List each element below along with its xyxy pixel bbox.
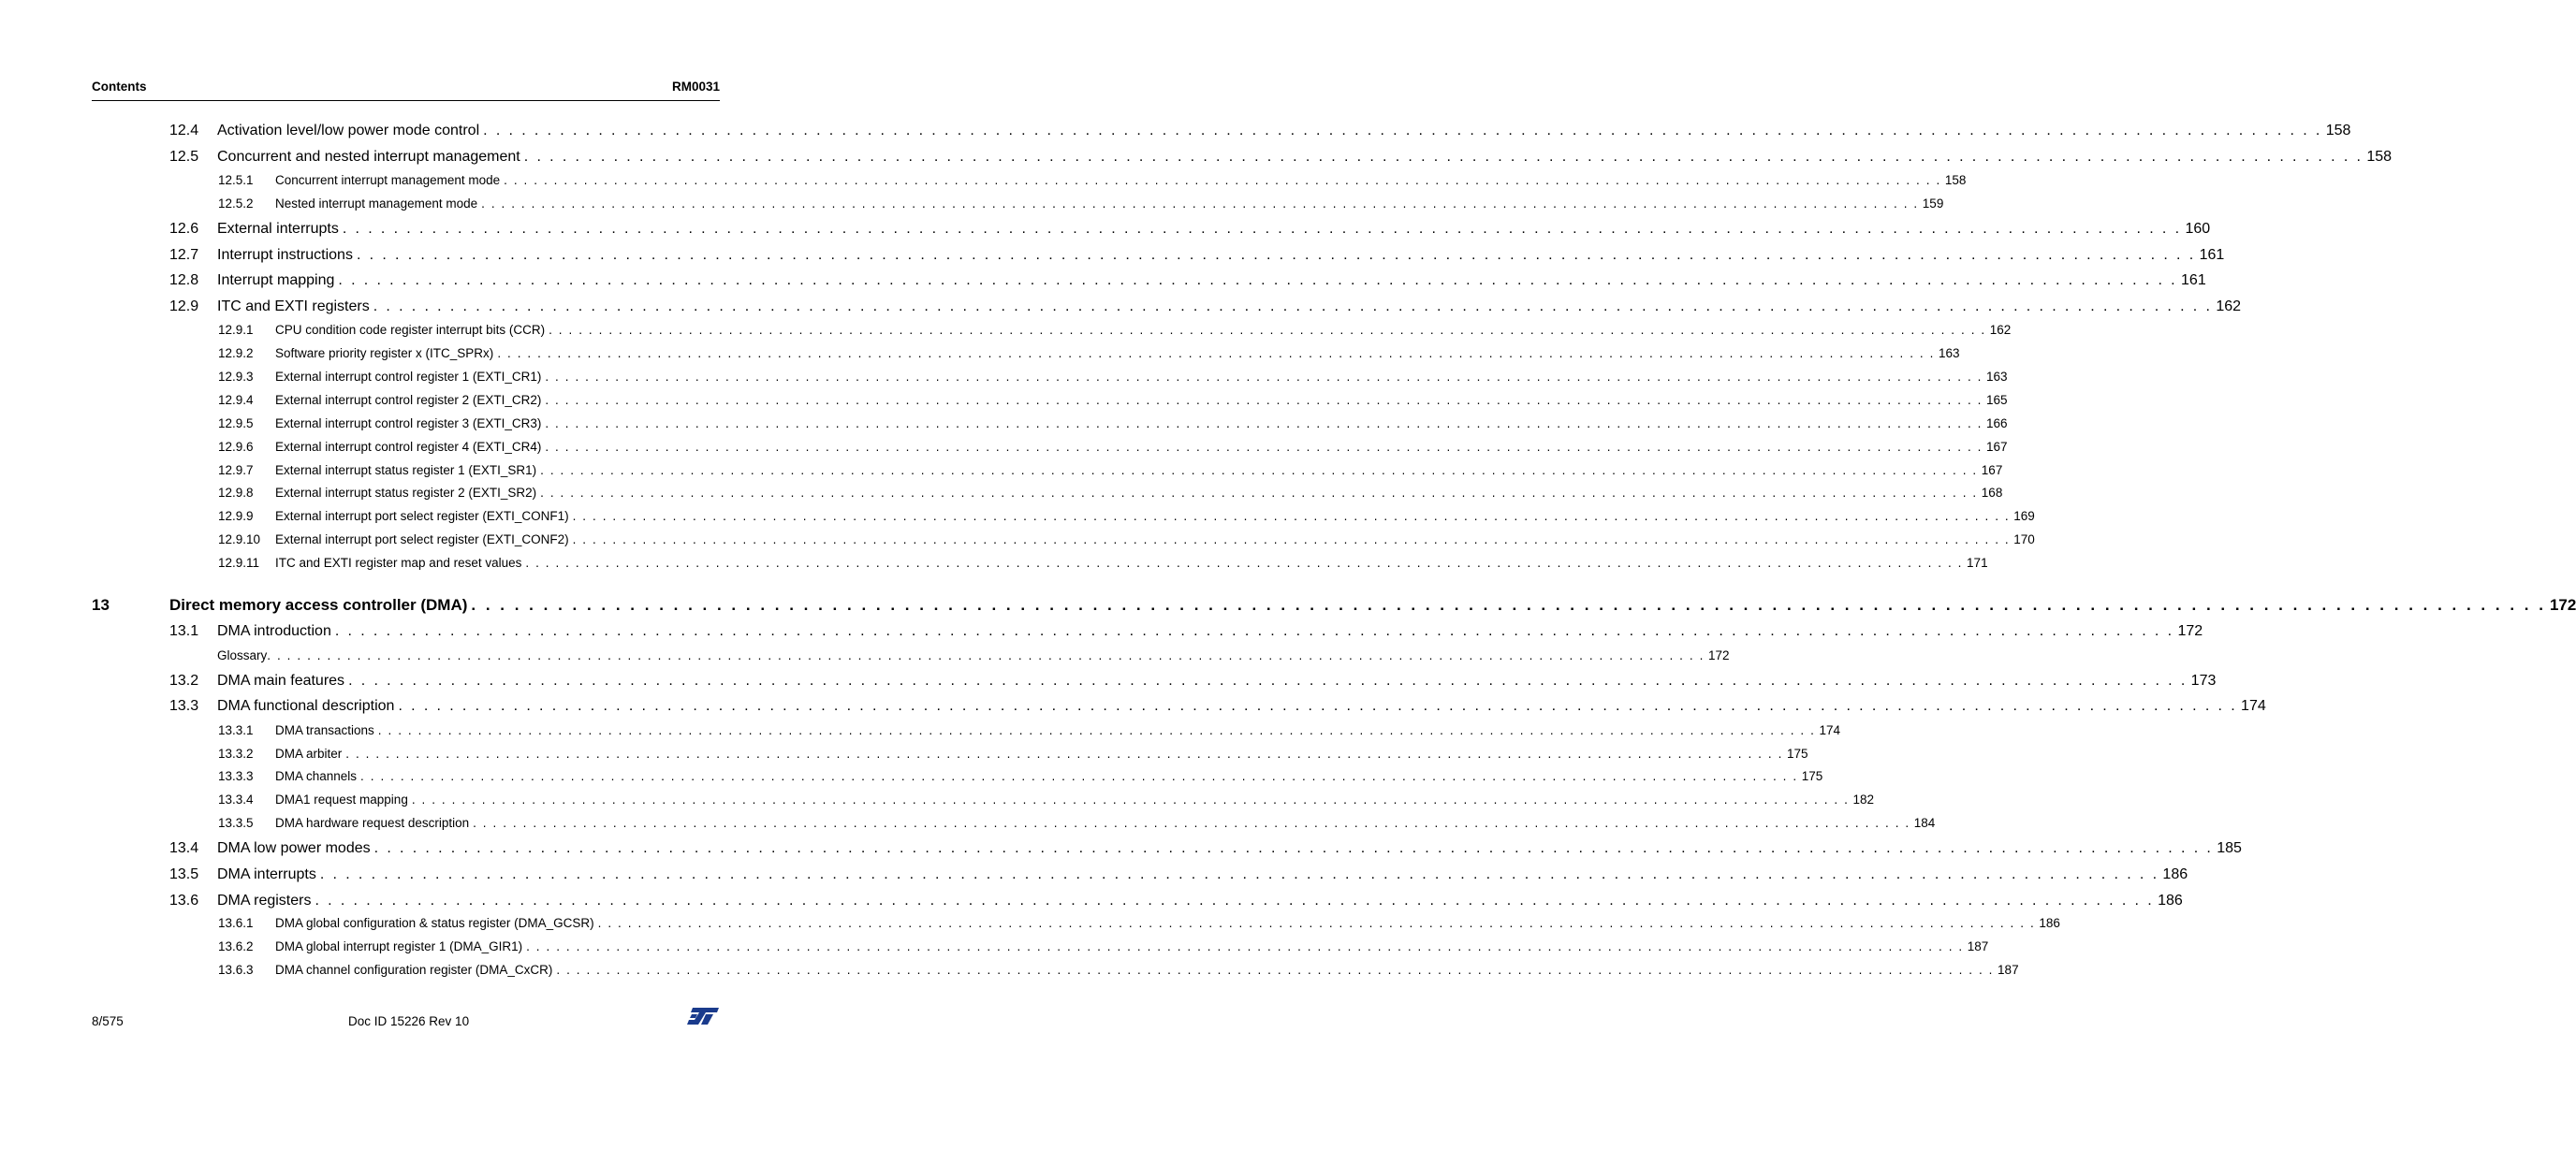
toc-entry-number: 12.8 xyxy=(169,272,199,288)
toc-entry-number: 12.9.2 xyxy=(218,346,254,360)
toc-entry[interactable] xyxy=(218,370,2008,385)
toc-entry[interactable] xyxy=(218,939,1989,955)
toc-entry-number: 12.9.9 xyxy=(218,509,254,523)
toc-dot-leader xyxy=(331,623,2174,640)
toc-entry[interactable] xyxy=(169,247,2225,266)
toc-entry-number: 13.6.1 xyxy=(218,916,254,930)
toc-dot-leader xyxy=(536,486,1978,500)
toc-entry[interactable] xyxy=(169,149,2393,167)
toc-entry-title: Glossary xyxy=(217,648,268,662)
toc-entry[interactable] xyxy=(169,840,2242,859)
toc-entry-title: DMA low power modes xyxy=(217,840,371,856)
toc-entry-number: 13.6.3 xyxy=(218,963,254,977)
toc-entry-page: 175 xyxy=(1786,747,1808,761)
toc-entry[interactable] xyxy=(169,221,2211,240)
toc-dot-leader xyxy=(520,149,2364,166)
toc-entry-page: 163 xyxy=(1938,346,1960,360)
toc-entry[interactable] xyxy=(218,723,1840,739)
toc-entry-number: 13.6.2 xyxy=(218,939,254,953)
toc-entry-title: Concurrent and nested interrupt management xyxy=(217,149,520,165)
toc-dot-leader xyxy=(316,866,2159,883)
toc-entry-page: 172 xyxy=(1707,648,1730,662)
toc-entry[interactable] xyxy=(218,747,1808,763)
toc-entry-page: 186 xyxy=(2039,916,2060,930)
toc-dot-leader xyxy=(541,370,1983,384)
toc-entry[interactable] xyxy=(169,893,2183,911)
toc-dot-leader xyxy=(371,840,2214,857)
toc-entry-number: 12.5 xyxy=(169,149,199,165)
toc-entry-page: 186 xyxy=(2162,866,2188,882)
toc-entry-page: 159 xyxy=(1922,196,1944,211)
toc-dot-leader xyxy=(569,509,2011,523)
toc-entry-page: 186 xyxy=(2158,893,2183,909)
toc-dot-leader xyxy=(493,346,1935,360)
toc-entry[interactable] xyxy=(218,816,1936,832)
toc-entry-title: DMA transactions xyxy=(275,723,374,737)
toc-entry-page: 166 xyxy=(1986,416,2008,430)
toc-entry-number: 13.3.3 xyxy=(218,769,254,783)
toc-entry-title: ITC and EXTI registers xyxy=(217,298,370,314)
toc-dot-leader xyxy=(408,793,1850,807)
toc-entry-page: 165 xyxy=(1986,393,2008,407)
toc-entry-title: Concurrent interrupt management mode xyxy=(275,173,501,187)
toc-entry-title: External interrupt status register 1 (EXTI_SR1) xyxy=(275,463,537,477)
toc-entry-number: 12.9.11 xyxy=(218,556,260,570)
toc-entry[interactable] xyxy=(218,393,2008,409)
toc-dot-leader xyxy=(353,247,2196,264)
toc-entry-page: 175 xyxy=(1801,769,1823,783)
toc-entry-number: 12.7 xyxy=(169,247,199,263)
toc-entry-number: 12.9 xyxy=(169,298,199,314)
toc-entry-page: 167 xyxy=(1981,463,2003,477)
toc-entry-number: 12.5.1 xyxy=(218,173,254,187)
toc-entry-number: 13.5 xyxy=(169,866,199,882)
toc-entry-number: 12.9.4 xyxy=(218,393,254,407)
toc-dot-leader xyxy=(545,323,1986,337)
toc-entry-number: 12.9.1 xyxy=(218,323,254,337)
toc-entry-title: External interrupt control register 4 (EXTI_CR4) xyxy=(275,440,542,454)
toc-entry-title: DMA main features xyxy=(217,673,345,689)
toc-entry-page: 182 xyxy=(1852,793,1875,807)
toc-entry-title: DMA global configuration & status register (DMA_GCSR) xyxy=(275,916,594,930)
toc-dot-leader xyxy=(552,963,1994,977)
toc-entry[interactable] xyxy=(218,509,2035,525)
toc-entry-page: 160 xyxy=(2185,221,2211,237)
toc-entry-title: DMA hardware request description xyxy=(275,816,470,830)
toc-entry[interactable] xyxy=(217,648,1730,664)
toc-entry-page: 185 xyxy=(2217,840,2242,856)
toc-entry[interactable] xyxy=(218,486,2003,502)
toc-entry-title: External interrupt port select register (EXTI_CONF1) xyxy=(275,509,569,523)
toc-dot-leader xyxy=(267,648,1705,662)
toc-entry[interactable] xyxy=(218,463,2003,479)
toc-entry-number: 13.3.2 xyxy=(218,747,254,761)
toc-dot-leader xyxy=(541,416,1983,430)
toc-dot-leader xyxy=(541,440,1983,454)
toc-entry[interactable] xyxy=(218,323,2012,339)
toc-entry-number: 12.9.5 xyxy=(218,416,254,430)
toc-entry[interactable] xyxy=(218,416,2008,432)
toc-dot-leader xyxy=(477,196,1919,211)
toc-dot-leader xyxy=(370,298,2213,315)
toc-entry-page: 172 xyxy=(2177,623,2203,639)
toc-entry-title: Interrupt instructions xyxy=(217,247,353,263)
toc-dot-leader xyxy=(467,596,2546,615)
toc-entry-number: 12.9.10 xyxy=(218,532,261,546)
toc-entry-page: 171 xyxy=(1967,556,1988,570)
toc-dot-leader xyxy=(344,673,2188,690)
toc-entry-title: Nested interrupt management mode xyxy=(275,196,478,211)
toc-entry-page: 158 xyxy=(1944,173,1967,187)
toc-entry-title: Direct memory access controller (DMA) xyxy=(169,596,468,614)
toc-entry-title: External interrupt port select register (EXTI_CONF2) xyxy=(275,532,569,546)
toc-dot-leader xyxy=(374,723,1816,737)
toc-entry[interactable] xyxy=(218,793,1875,808)
toc-entry-page: 184 xyxy=(1913,816,1936,830)
toc-entry-page: 161 xyxy=(2199,247,2225,263)
toc-entry-page: 163 xyxy=(1986,370,2008,384)
toc-entry-title: External interrupt status register 2 (EXTI_SR2) xyxy=(275,486,537,500)
toc-entry[interactable] xyxy=(169,698,2266,717)
toc-entry-page: 174 xyxy=(2241,698,2266,714)
toc-entry[interactable] xyxy=(169,866,2188,885)
toc-entry-page: 162 xyxy=(2216,298,2242,314)
toc-entry[interactable] xyxy=(169,298,2242,317)
toc-dot-leader xyxy=(569,532,2011,546)
toc-entry-page: 158 xyxy=(2325,123,2351,138)
toc-dot-leader xyxy=(500,173,1941,187)
toc-entry-number: 13 xyxy=(92,596,110,614)
toc-entry[interactable] xyxy=(218,532,2035,548)
toc-entry-number: 13.3 xyxy=(169,698,199,714)
toc-entry-page: 174 xyxy=(1819,723,1840,737)
toc-entry[interactable] xyxy=(169,272,2206,291)
toc-entry-title: DMA arbiter xyxy=(275,747,343,761)
toc-entry-title: DMA interrupts xyxy=(217,866,316,882)
toc-dot-leader xyxy=(342,747,1783,761)
toc-entry-page: 172 xyxy=(2549,596,2576,614)
toc-entry-title: DMA registers xyxy=(217,893,312,909)
toc-entry-title: DMA introduction xyxy=(217,623,331,639)
toc-entry-title: Interrupt mapping xyxy=(217,272,335,288)
toc-entry-number: 13.2 xyxy=(169,673,199,689)
toc-entry-number: 12.9.8 xyxy=(218,486,254,500)
toc-entry[interactable] xyxy=(218,173,1967,189)
toc-entry-page: 162 xyxy=(1989,323,2012,337)
toc-entry[interactable] xyxy=(218,916,2060,932)
toc-entry-title: DMA functional description xyxy=(217,698,395,714)
toc-entry[interactable] xyxy=(218,769,1823,785)
toc-entry-title: DMA channel configuration register (DMA_CxCR) xyxy=(275,963,553,977)
toc-entry-title: External interrupt control register 2 (EXTI_CR2) xyxy=(275,393,542,407)
toc-entry[interactable] xyxy=(92,596,2576,617)
toc-dot-leader xyxy=(541,393,1983,407)
toc-entry-number: 12.9.3 xyxy=(218,370,254,384)
toc-dot-leader xyxy=(594,916,2036,930)
toc-entry[interactable] xyxy=(169,623,2203,642)
toc-entry-number: 13.3.1 xyxy=(218,723,254,737)
toc-entry-number: 12.9.7 xyxy=(218,463,254,477)
toc-entry[interactable] xyxy=(169,123,2351,141)
toc-entry-page: 170 xyxy=(2013,532,2035,546)
toc-entry-title: Software priority register x (ITC_SPRx) xyxy=(275,346,494,360)
toc-entry-page: 169 xyxy=(2013,509,2035,523)
toc-entry-title: ITC and EXTI register map and reset values xyxy=(275,556,522,570)
toc-entry-number: 13.1 xyxy=(169,623,199,639)
toc-entry[interactable] xyxy=(218,346,1960,362)
header-left-title: Contents xyxy=(92,80,147,94)
header-doc-code: RM0031 xyxy=(671,80,720,94)
toc-entry-page: 158 xyxy=(2366,149,2393,165)
toc-dot-leader xyxy=(357,769,1798,783)
toc-entry-page: 187 xyxy=(1998,963,2019,977)
toc-entry-title: External interrupt control register 3 (EXTI_CR3) xyxy=(275,416,542,430)
st-logo-icon xyxy=(685,1006,721,1026)
toc-entry[interactable] xyxy=(169,673,2217,691)
toc-dot-leader xyxy=(536,463,1978,477)
toc-entry[interactable] xyxy=(218,556,1988,572)
toc-entry-page: 168 xyxy=(1981,486,2003,500)
toc-dot-leader xyxy=(334,272,2177,289)
toc-entry-number: 12.6 xyxy=(169,221,199,237)
toc-entry-number: 13.6 xyxy=(169,893,199,909)
toc-entry-number: 13.3.4 xyxy=(218,793,254,807)
toc-entry[interactable] xyxy=(218,440,2008,456)
toc-entry-number: 13.4 xyxy=(169,840,199,856)
toc-dot-leader xyxy=(339,221,2182,238)
toc-entry-title: DMA channels xyxy=(275,769,358,783)
footer-doc-id: Doc ID 15226 Rev 10 xyxy=(348,1014,470,1028)
toc-dot-leader xyxy=(521,556,1963,570)
toc-dot-leader xyxy=(311,893,2154,909)
toc-entry[interactable] xyxy=(218,196,1944,212)
toc-entry-title: Activation level/low power mode control xyxy=(217,123,480,138)
toc-entry-number: 13.3.5 xyxy=(218,816,254,830)
toc-entry-title: CPU condition code register interrupt bits (CCR) xyxy=(275,323,546,337)
toc-entry-number: 12.4 xyxy=(169,123,199,138)
toc-entry-title: External interrupt control register 1 (EXTI_CR1) xyxy=(275,370,542,384)
toc-entry-page: 173 xyxy=(2190,673,2217,689)
toc-entry-page: 161 xyxy=(2181,272,2206,288)
toc-entry-number: 12.9.6 xyxy=(218,440,254,454)
toc-entry[interactable] xyxy=(218,963,2019,979)
toc-entry-title: DMA1 request mapping xyxy=(275,793,408,807)
toc-dot-leader xyxy=(394,698,2237,715)
toc-entry-title: External interrupts xyxy=(217,221,339,237)
footer-page-number: 8/575 xyxy=(92,1014,124,1028)
toc-entry-page: 167 xyxy=(1986,440,2008,454)
toc-entry-number: 12.5.2 xyxy=(218,196,254,211)
toc-dot-leader xyxy=(469,816,1910,830)
toc-entry-title: DMA global interrupt register 1 (DMA_GIR1) xyxy=(275,939,523,953)
toc-dot-leader xyxy=(479,123,2322,139)
toc-entry-page: 187 xyxy=(1967,939,1989,953)
toc-dot-leader xyxy=(522,939,1964,953)
